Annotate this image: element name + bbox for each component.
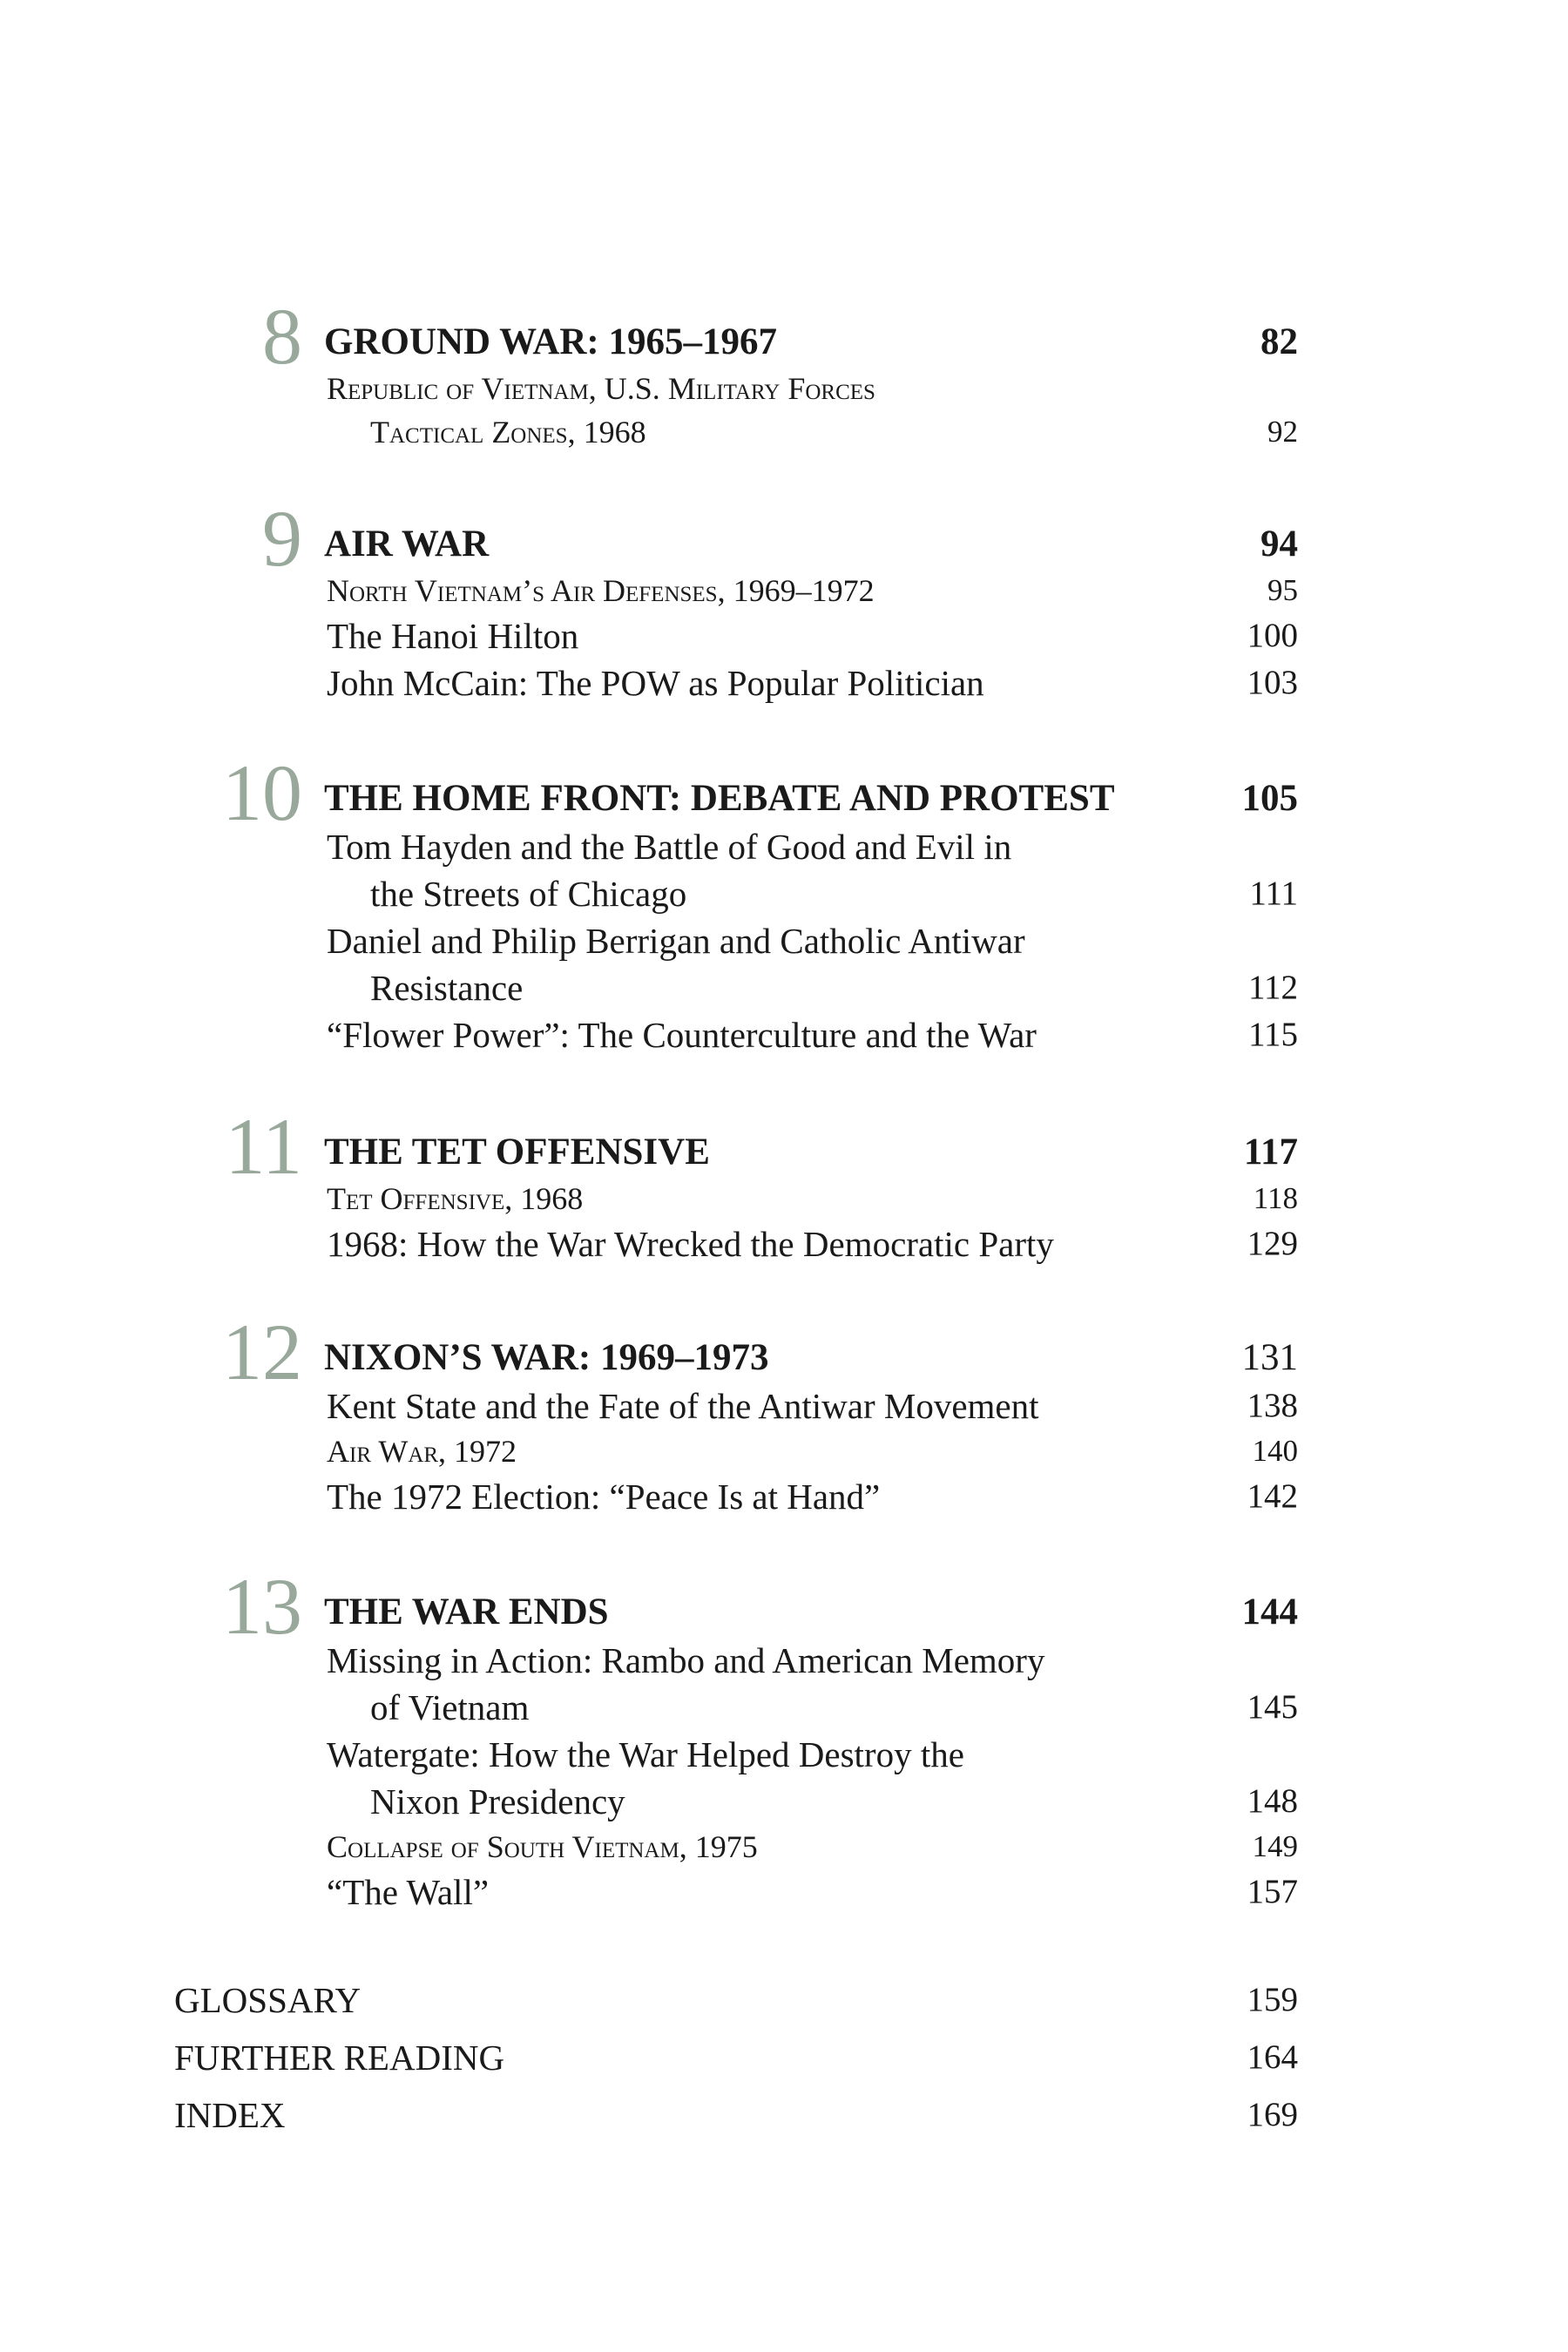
chapter-page: 94 [1260,524,1298,564]
entry-page: 112 [1247,969,1298,1006]
back-matter-entry[interactable]: FURTHER READING [174,2038,505,2078]
toc-entry[interactable]: Resistance [370,968,524,1008]
chapter-page: 82 [1260,321,1298,362]
toc-entry[interactable]: Daniel and Philip Berrigan and Catholic Antiwar [327,921,1025,961]
back-matter-page: 159 [1247,1981,1298,2018]
toc-entry[interactable]: Republic of Vietnam, U.S. Military Forces [327,371,875,406]
entry-page: 129 [1247,1225,1298,1262]
chapter-title[interactable]: THE TET OFFENSIVE [324,1132,710,1173]
chapter-title[interactable]: AIR WAR [324,524,490,564]
entry-page: 142 [1247,1477,1298,1515]
back-matter-entry[interactable]: GLOSSARY [174,1980,362,2020]
toc-entry[interactable]: the Streets of Chicago [370,874,687,914]
toc-entry[interactable]: Watergate: How the War Helped Destroy the [327,1734,964,1774]
entry-page: 138 [1247,1387,1298,1424]
toc-entry[interactable]: North Vietnam’s Air Defenses, 1969–1972 [327,573,875,608]
chapter-page: 117 [1243,1132,1298,1173]
toc-entry[interactable]: of Vietnam [370,1687,530,1727]
toc-entry[interactable]: The 1972 Election: “Peace Is at Hand” [327,1477,881,1517]
toc-entry[interactable]: Nixon Presidency [370,1781,625,1821]
toc-entry[interactable]: Air War, 1972 [327,1434,517,1469]
toc-entry[interactable]: Collapse of South Vietnam, 1975 [327,1829,758,1864]
entry-page: 111 [1249,875,1298,912]
chapter-number: 8 [262,292,302,381]
chapter-page: 131 [1241,1337,1298,1378]
chapter-number: 9 [262,494,302,583]
toc-entry[interactable]: The Hanoi Hilton [327,616,579,656]
toc-entry[interactable]: Tactical Zones, 1968 [370,415,646,449]
toc-entry[interactable]: “The Wall” [327,1872,490,1912]
entry-page: 145 [1247,1688,1298,1726]
chapter-number: 12 [222,1308,302,1396]
toc-entry[interactable]: 1968: How the War Wrecked the Democratic Party [327,1224,1054,1264]
entry-page: 92 [1267,415,1298,449]
toc-entry[interactable]: Tom Hayden and the Battle of Good and Evil in [327,827,1012,867]
chapter-title[interactable]: NIXON’S WAR: 1969–1973 [324,1337,769,1378]
back-matter-page: 164 [1247,2038,1298,2076]
chapter-number: 11 [225,1102,302,1191]
chapter-page: 144 [1241,1592,1298,1632]
entry-page: 103 [1247,664,1298,701]
chapter-title[interactable]: GROUND WAR: 1965–1967 [324,321,777,362]
toc-entry[interactable]: Kent State and the Fate of the Antiwar Movement [327,1386,1039,1426]
entry-page: 100 [1247,617,1298,654]
chapter-title[interactable]: THE HOME FRONT: DEBATE AND PROTEST [324,778,1115,819]
chapter-number: 13 [222,1562,302,1651]
toc-entry[interactable]: Tet Offensive, 1968 [327,1181,584,1216]
entry-page: 115 [1247,1016,1298,1053]
entry-page: 157 [1247,1873,1298,1910]
chapter-title[interactable]: THE WAR ENDS [324,1592,609,1632]
toc-entry[interactable]: Missing in Action: Rambo and American Memory [327,1640,1045,1680]
back-matter-entry[interactable]: INDEX [174,2095,286,2135]
entry-page: 140 [1252,1434,1298,1468]
toc-entry[interactable]: “Flower Power”: The Counterculture and the War [327,1015,1037,1055]
entry-page: 148 [1247,1782,1298,1820]
chapter-number: 10 [222,748,302,837]
toc-entry[interactable]: John McCain: The POW as Popular Politician [327,663,984,703]
entry-page: 118 [1253,1181,1298,1215]
entry-page: 95 [1267,573,1298,607]
chapter-page: 105 [1241,778,1298,819]
back-matter-page: 169 [1247,2096,1298,2133]
entry-page: 149 [1252,1829,1298,1863]
